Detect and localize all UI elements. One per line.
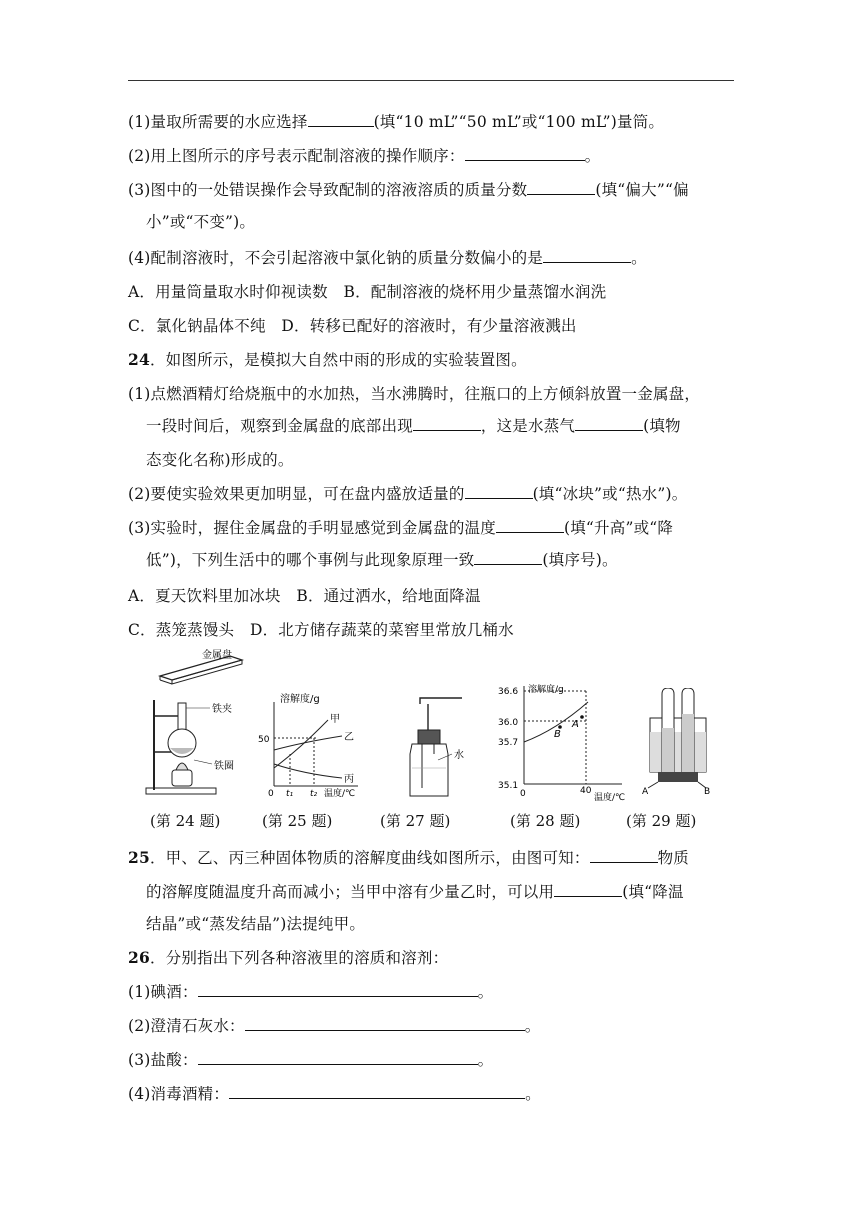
figure-24-caption: (第 24 题)	[150, 812, 221, 830]
q23-part3-cont: 小”或“不变”)。	[146, 213, 256, 231]
label-A: A	[572, 719, 579, 730]
q25-line3: 结晶”或“蒸发结晶”)法提纯甲。	[146, 915, 366, 933]
plate-label: 金属盘	[202, 650, 232, 661]
q24-part3: (3)实验时，握住金属盘的手明显感觉到金属盘的温度 (填“升高”或“降	[128, 519, 674, 537]
figure-25-caption: (第 25 题)	[262, 812, 333, 830]
answer-blank[interactable]	[575, 416, 643, 431]
point-A	[580, 715, 584, 719]
answer-blank[interactable]	[198, 982, 478, 997]
clamp-label: 铁夹	[212, 704, 232, 715]
answer-blank[interactable]	[308, 112, 374, 127]
q24-part2: (2)要使实验效果更加明显，可在盘内盛放适量的 (填“冰块”或“热水”)。	[128, 485, 688, 503]
q24-options-cd: C．蒸笼蒸馒头 D．北方储存蔬菜的菜窖里常放几桶水	[128, 621, 514, 639]
f25-ylabel: 溶解度/g	[280, 694, 320, 705]
answer-blank[interactable]	[590, 848, 658, 863]
f28-ylabel: 溶解度/g	[528, 685, 564, 695]
f28-origin: 0	[520, 789, 526, 799]
q25-line2: 的溶解度随温度升高而减小；当甲中溶有少量乙时，可以用 (填“降温	[146, 883, 684, 901]
q26-item2: (2)澄清石灰水： 。	[128, 1017, 541, 1035]
q24-part1-cont2: 态变化名称)形成的。	[146, 451, 294, 469]
answer-blank[interactable]	[229, 1084, 525, 1099]
answer-blank[interactable]	[465, 146, 585, 161]
figure-28-caption: (第 28 题)	[510, 812, 581, 830]
answer-blank[interactable]	[543, 248, 631, 263]
answer-blank[interactable]	[198, 1050, 478, 1065]
figure-27-caption: (第 27 题)	[380, 812, 451, 830]
label-yi: 乙	[344, 732, 354, 743]
answer-blank[interactable]	[527, 180, 595, 195]
q23-part2: (2)用上图所示的序号表示配制溶液的操作顺序： 。	[128, 147, 601, 165]
f28-tick-40: 40	[580, 786, 592, 796]
curve-bing	[274, 764, 342, 778]
answer-blank[interactable]	[554, 882, 622, 897]
f25-t2: t₂	[310, 789, 318, 799]
figure-27-wash-bottle	[398, 696, 478, 802]
electrode-A: A	[642, 787, 649, 797]
q23-part1: (1)量取所需要的水应选择 (填“10 mL”“50 mL”或“100 mL”)量筒。	[128, 113, 665, 131]
answer-blank[interactable]	[474, 550, 542, 565]
q26-item1: (1)碘酒： 。	[128, 983, 494, 1001]
f28-tick-36.6: 36.6	[498, 687, 519, 697]
q24-options-ab: A．夏天饮料里加冰块 B．通过洒水，给地面降温	[128, 587, 481, 605]
f25-t1: t₁	[286, 789, 294, 799]
figure-29-electrolysis	[640, 688, 716, 800]
label-bing: 丙	[344, 774, 354, 785]
q23-part4: (4)配制溶液时，不会引起溶液中氯化钠的质量分数偏小的是 。	[128, 249, 647, 267]
header-rule	[128, 80, 734, 81]
q23-options-ab: A．用量筒量取水时仰视读数 B．配制溶液的烧杯用少量蒸馏水润洗	[128, 283, 607, 301]
q24-stem: 24．如图所示，是模拟大自然中雨的形成的实验装置图。	[128, 350, 527, 369]
label-jia: 甲	[330, 714, 340, 725]
q25-line1: 25．甲、乙、丙三种固体物质的溶解度曲线如图所示，由图可知： 物质	[128, 848, 689, 867]
f28-xlabel: 温度/℃	[594, 793, 626, 802]
electrode-B: B	[704, 787, 711, 797]
figure-25-solubility-curves	[254, 690, 366, 802]
answer-blank[interactable]	[465, 484, 533, 499]
f28-tick-35.7: 35.7	[498, 738, 519, 748]
flask	[168, 703, 196, 757]
q24-part3-cont: 低”)，下列生活中的哪个事例与此现象原理一致 (填序号)。	[146, 551, 618, 569]
answer-blank[interactable]	[413, 416, 481, 431]
q26-item3: (3)盐酸： 。	[128, 1051, 494, 1069]
q23-part3: (3)图中的一处错误操作会导致配制的溶液溶质的质量分数 (填“偏大”“偏	[128, 181, 689, 199]
answer-blank[interactable]	[245, 1016, 525, 1031]
figure-24-rain-apparatus	[142, 648, 252, 800]
figure-29-caption: (第 29 题)	[626, 812, 697, 830]
f25-tick-50: 50	[258, 735, 270, 745]
f28-tick-35.1: 35.1	[498, 781, 519, 791]
label-B: B	[554, 729, 561, 740]
q24-part1: (1)点燃酒精灯给烧瓶中的水加热，当水沸腾时，往瓶口的上方倾斜放置一金属盘，	[128, 385, 701, 403]
ring-label: 铁圈	[214, 761, 234, 772]
q26-item4: (4)消毒酒精： 。	[128, 1085, 541, 1103]
water-label: 水	[454, 750, 464, 761]
f28-tick-36.0: 36.0	[498, 718, 519, 728]
answer-blank[interactable]	[496, 518, 564, 533]
q26-stem: 26．分别指出下列各种溶液里的溶质和溶剂：	[128, 948, 449, 967]
f25-xlabel: 温度/℃	[324, 789, 356, 799]
f25-origin: 0	[268, 789, 274, 799]
figure-28-solubility-graph	[494, 680, 634, 802]
q24-part1-cont: 一段时间后，观察到金属盘的底部出现 ，这是水蒸气 (填物	[146, 417, 681, 435]
q23-options-cd: C．氯化钠晶体不纯 D．转移已配好的溶液时，有少量溶液溅出	[128, 317, 577, 335]
burner-icon	[172, 763, 192, 786]
